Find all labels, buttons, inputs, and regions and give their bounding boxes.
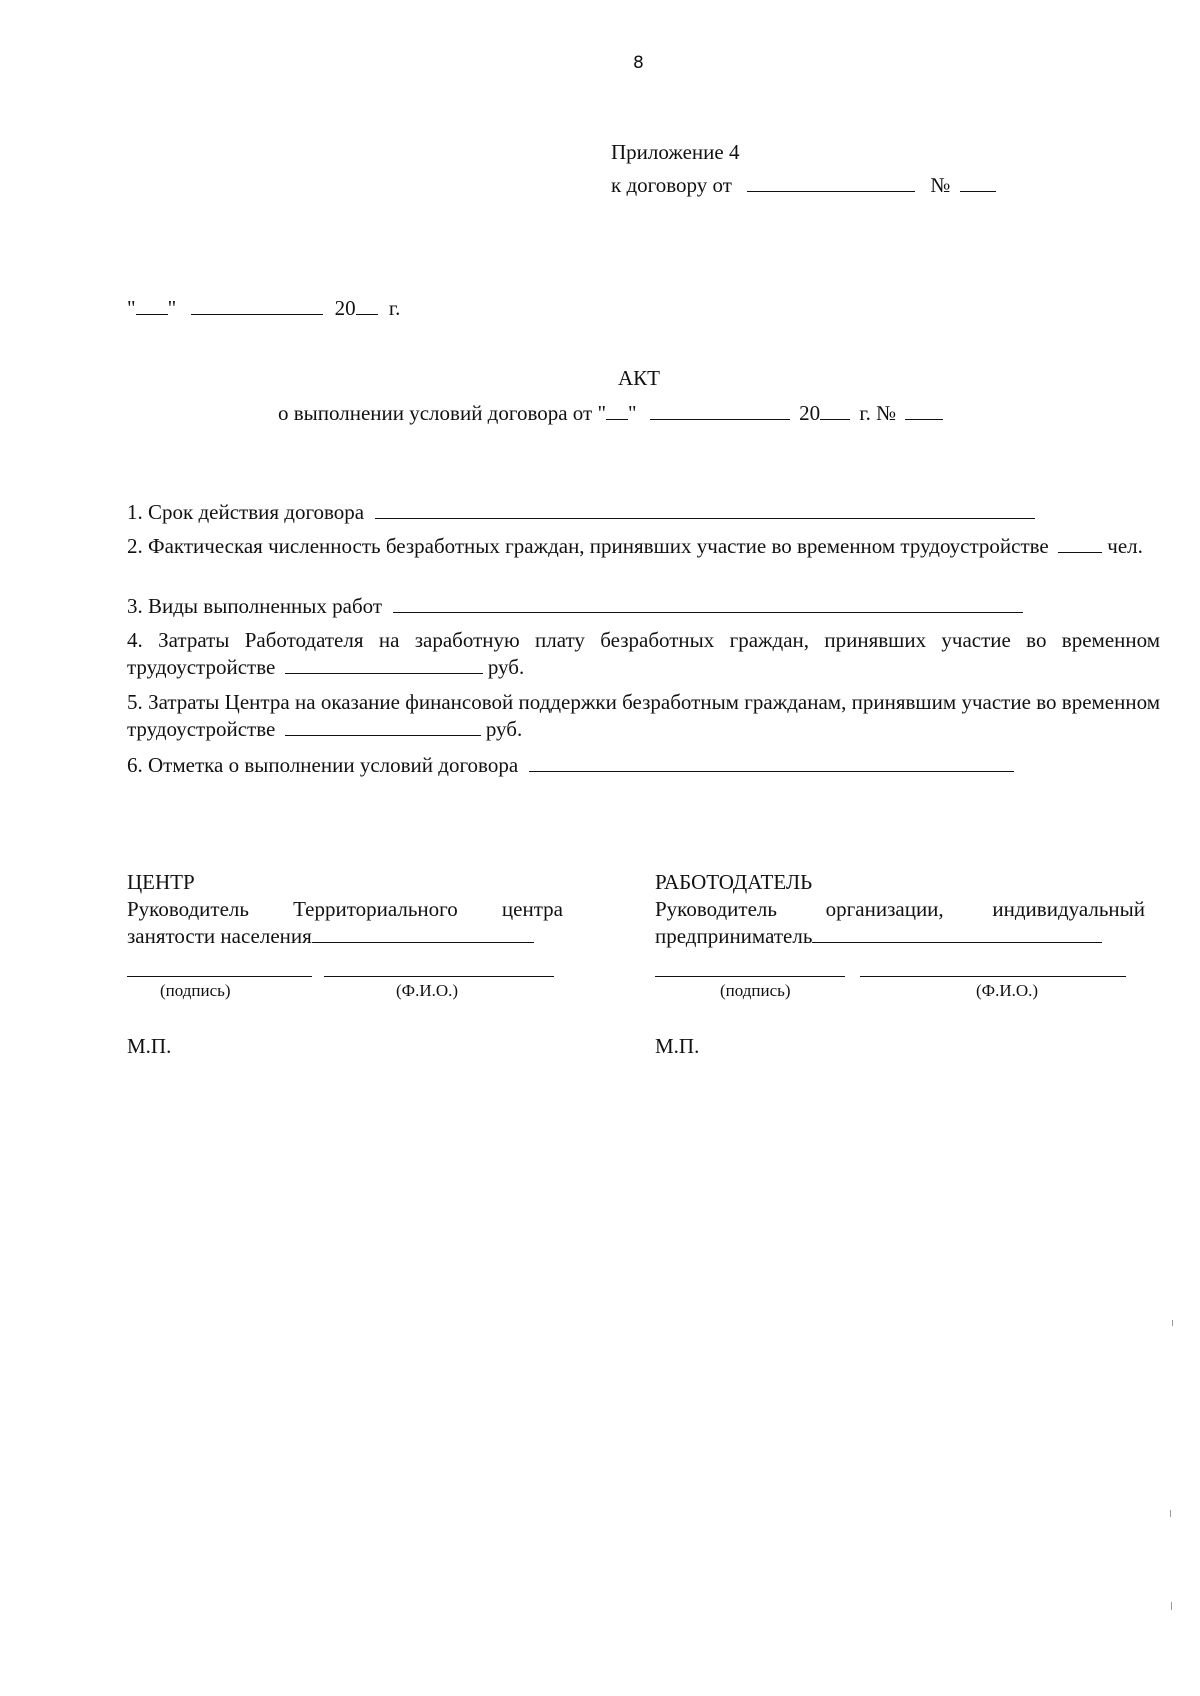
annex-title: Приложение 4: [611, 140, 740, 164]
center-text-line1: Руководитель Территориального центра: [127, 897, 563, 921]
item-5-blank: [285, 717, 481, 736]
item-6: [127, 753, 1014, 778]
center-signature-caption: (подпись): [160, 981, 231, 1000]
item-6-text: 6. Отметка о выполнении условий договора: [127, 753, 519, 777]
contract-number-blank: [960, 173, 996, 192]
center-text-line2: [127, 924, 534, 949]
date-open-quote: ": [127, 296, 136, 320]
act-subtitle-prefix: о выполнении условий договора от ": [278, 401, 607, 425]
item-4-unit: руб.: [487, 655, 525, 679]
item-3-blank: [393, 594, 1023, 613]
item-4: [127, 627, 1160, 681]
employer-text-line2: [655, 924, 1102, 949]
item-2: [127, 533, 1160, 560]
act-month-blank: [650, 401, 790, 420]
item-2-unit: чел.: [1107, 534, 1143, 558]
item-6-blank: [529, 753, 1014, 772]
employer-name-caption: (Ф.И.О.): [976, 981, 1039, 1000]
contract-number-sign: №: [930, 173, 951, 197]
item-4-text: 4. Затраты Работодателя на заработную плату безработных граждан, принявших участие во временном трудоустройстве: [127, 628, 1160, 679]
item-1-text: 1. Срок действия договора: [127, 500, 365, 524]
employer-signature-line: [655, 976, 845, 977]
item-5: [127, 689, 1160, 743]
employer-signature-caption: (подпись): [720, 981, 791, 1000]
center-heading: ЦЕНТР: [127, 870, 195, 894]
center-signature-line: [127, 976, 312, 977]
date-close-quote: ": [167, 296, 177, 320]
scan-speck: [1172, 1320, 1173, 1326]
employer-title-blank: [812, 924, 1102, 943]
item-2-blank: [1058, 534, 1102, 553]
year-suffix: г.: [388, 296, 401, 320]
annex-contract-ref: [611, 173, 996, 198]
center-title-blank: [312, 924, 534, 943]
item-1-blank: [375, 500, 1035, 519]
act-quote-close: ": [628, 401, 637, 425]
act-year-blank: [820, 401, 850, 420]
center-name-line: [324, 976, 554, 977]
item-4-blank: [285, 655, 483, 674]
item-2-text: 2. Фактическая численность безработных граждан, принявших участие во временном трудоустройстве: [127, 534, 1049, 558]
employer-stamp: М.П.: [655, 1034, 700, 1058]
act-number-sign: г. №: [859, 401, 897, 425]
employer-text-line2-text: предприниматель: [655, 924, 813, 948]
act-subtitle: [278, 401, 943, 426]
act-number-blank: [905, 401, 943, 420]
day-blank: [136, 296, 168, 315]
year-prefix: 20: [334, 296, 356, 320]
month-blank: [191, 296, 323, 315]
center-stamp: М.П.: [127, 1034, 172, 1058]
item-3-text: 3. Виды выполненных работ: [127, 594, 383, 618]
annex-contract-prefix: к договору от: [611, 173, 732, 197]
item-5-text: 5. Затраты Центра на оказание финансовой поддержки безработным гражданам, принявшим участие во временном трудоустройстве: [127, 690, 1160, 741]
center-text-line2-text: занятости населения: [127, 924, 312, 948]
item-1: [127, 500, 1035, 525]
employer-text-line1: Руководитель организации, индивидуальный: [655, 897, 1145, 921]
employer-heading: РАБОТОДАТЕЛЬ: [655, 870, 813, 894]
act-day-blank: [606, 401, 628, 420]
item-3: [127, 594, 1023, 619]
employer-name-line: [860, 976, 1126, 977]
scan-speck: [1170, 1510, 1171, 1517]
center-name-caption: (Ф.И.О.): [396, 981, 459, 1000]
page-number: 8: [633, 53, 644, 73]
contract-date-blank: [747, 173, 915, 192]
act-title: АКТ: [618, 366, 660, 390]
year-blank: [356, 296, 378, 315]
scan-speck: [1171, 1602, 1172, 1610]
item-5-unit: руб.: [485, 717, 523, 741]
date-line: [127, 296, 400, 321]
act-year-prefix: 20: [799, 401, 821, 425]
